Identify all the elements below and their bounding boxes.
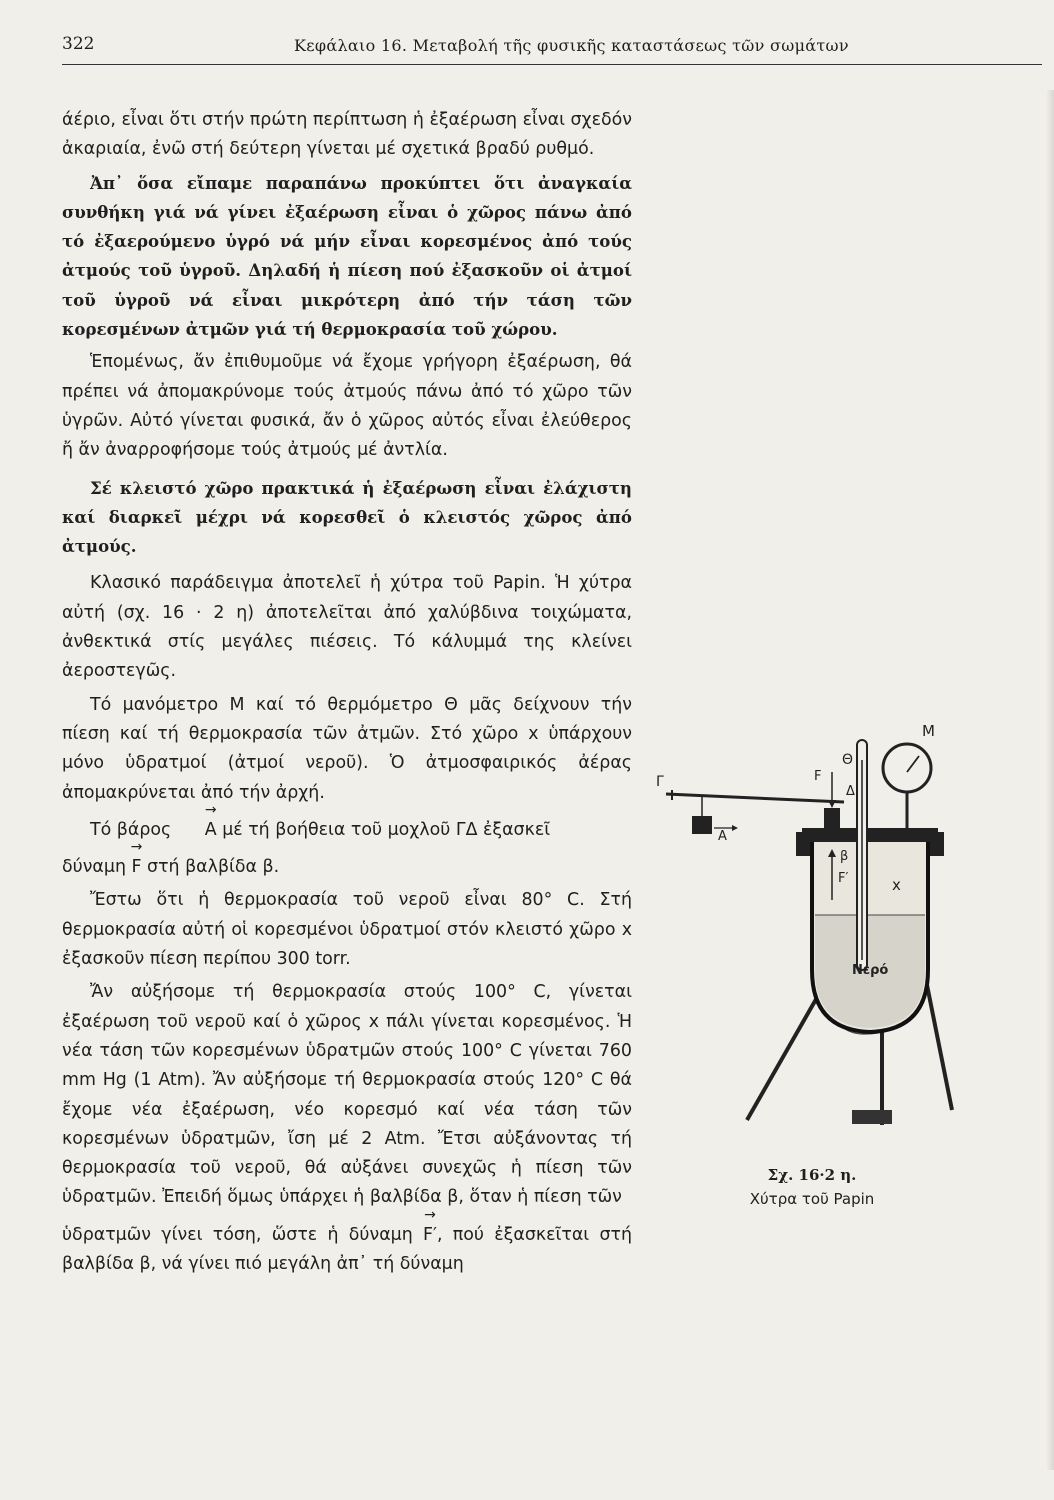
header-rule [62,64,1042,65]
manometer-gauge [883,744,931,792]
figure-caption: Χύτρα τοῦ Papin [749,1190,875,1208]
page-number: 322 [62,34,95,54]
label-f: F [814,769,822,784]
safety-valve [824,808,840,830]
figure-number: Σχ. 16·2 η. [767,1166,857,1184]
paragraph-5: Κλασικό παράδειγμα ἀποτελεῖ ἡ χύτρα τοῦ Papin. Ἡ χύτρα αὐτή (σχ. 16 · 2 η) ἀποτελεῖται ἀπό χαλύβδινα τοιχώματα, ἀνθεκτικά στίς μεγάλες πιέσεις. Τό κάλυμμά της κλείνει ἀεροστεγῶς. [62,573,632,682]
vessel-lid [802,828,938,842]
paragraph-8 [62,853,632,882]
force-text-4: στή βαλβίδα β. [141,857,280,878]
papin-cooker-diagram [652,720,982,1130]
chapter-title: Κεφάλαιο 16. Μεταβολή τῆς φυσικῆς καταστάσεως τῶν σωμάτων [294,36,849,55]
vector-f-prime: → F′ [423,1221,437,1250]
paragraph-11 [62,1221,632,1280]
paragraph-7 [62,816,632,845]
force-text-3: δύναμη [62,857,132,878]
paragraph-10: Ἄν αὐξήσομε τή θερμοκρασία στούς 100° C, γίνεται ἐξαέρωση τοῦ νεροῦ καί ὁ χῶρος x πάλι γίνεται κορεσμένος. Ἡ νέα τάση τῶν κορεσμένων ὑδρατμῶν στούς 100° C γίνεται 760 mm Hg (1 Atm). Ἄν αὐξήσομε τή θερμοκρασία στούς 120° C θά ἔχομε νέα ἐξαέρωση, νέο κορεσμό καί νέα τάση τῶν κορεσμένων ὑδρατμῶν, ἴση μέ 2 Atm. Ἔτσι αὐξάνοντας τή θερμοκρασία τοῦ νεροῦ, θά αὐξάνει συνεχῶς ἡ πίεση τῶν ὑδρατμῶν. Ἐπειδή ὅμως ὑπάρχει ἡ βαλβίδα β, ὅταν ἡ πίεση τῶν [62,982,632,1208]
label-x: x [892,876,901,894]
label-water: Νερό [852,963,889,978]
label-theta: Θ [842,752,854,768]
paragraph-2-bold: Ἀπ᾽ ὅσα εἴπαμε παραπάνω προκύπτει ὅτι ἀναγκαία συνθήκη γιά νά γίνει ἐξαέρωση εἶναι ὁ χῶρος πάνω ἀπό τό ἐξαερούμενο ὑγρό νά μήν εἶναι κορεσμένος ἀπό τούς ἀτμούς τοῦ ὑγροῦ. Δηλαδή ἡ πίεση πού ἐξασκοῦν οἱ ἀτμοί τοῦ ὑγροῦ νά εἶναι μικρότερη ἀπό τήν τάση τῶν κορεσμένων ἀτμῶν γιά τή θερμοκρασία τοῦ χώρου. [62,172,632,340]
body-text [62,106,632,1283]
force-text-2: μέ τή βοήθεια τοῦ μοχλοῦ ΓΔ ἐξασκεῖ [216,819,551,840]
label-beta: β [840,849,849,864]
last-text-1: ὑδρατμῶν γίνει τόση, ὥστε ἡ δύναμη [62,1224,424,1245]
burner-base [852,1110,892,1124]
vector-a: → A [177,816,217,845]
paragraph-9: Ἔστω ὅτι ἡ θερμοκρασία τοῦ νεροῦ εἶναι 80° C. Στή θερμοκρασία αὐτή οἱ κορεσμένοι ὑδρατμοί στόν κλειστό χῶρο x ἐξασκοῦν πίεση περίπου 300 torr. [62,890,632,970]
label-delta: Δ [846,784,855,799]
paragraph-6: Τό μανόμετρο Μ καί τό θερμόμετρο Θ μᾶς δείχνουν τήν πίεση καί τή θερμοκρασία τῶν ἀτμῶν. Στό χῶρο x ὑπάρχουν μόνο ὑδρατμοί (ἀτμοί νεροῦ). Ὁ ἀτμοσφαιρικός ἀέρας ἀπομακρύνεται ἀπό τήν ἀρχή. [62,694,632,803]
weight-a [692,816,712,834]
label-a: A [718,829,727,844]
flange-left [796,832,810,856]
papin-cooker-figure [652,720,982,1130]
vector-f: → F [132,853,142,882]
last-text-2: , πού ἐξασκεῖται στή βαλβίδα β, νά γίνει πιό μεγάλη ἀπ᾽ τή δύναμη [62,1224,632,1274]
flange-right [930,832,944,856]
paragraph-1: άέριο, εἶναι ὅτι στήν πρώτη περίπτωση ἡ ἐξαέρωση εἶναι σχεδόν ἀκαριαία, ἐνῶ στή δεύτερη γίνεται μέ σχετικά βραδύ ρυθμό. [62,110,632,160]
label-m: M [922,722,935,740]
paragraph-3: Ἑπομένως, ἄν ἐπιθυμοῦμε νά ἔχομε γρήγορη ἐξαέρωση, θά πρέπει νά ἀπομακρύνομε τούς ἀτμούς πάνω ἀπό τό χῶρο τῶν ὑγρῶν. Αὐτό γίνεται φυσικά, ἄν ὁ χῶρος αὐτός εἶναι ἐλεύθερος ἤ ἄν ἀναρροφήσομε τούς ἀτμούς μέ ἀντλία. [62,352,632,461]
label-f-prime: F′ [838,871,849,886]
lever-gamma-delta [666,794,844,802]
page-header [62,30,1042,66]
label-gamma: Γ [656,774,664,790]
force-text-1: Τό βάρος [90,819,177,840]
page-edge-shadow [1046,90,1054,1470]
paragraph-4-bold: Σέ κλειστό χῶρο πρακτικά ἡ ἐξαέρωση εἶναι ἐλάχιστη καί διαρκεῖ μέχρι νά κορεσθεῖ ὁ κλειστός χῶρος ἀπό ἀτμούς. [62,477,632,557]
